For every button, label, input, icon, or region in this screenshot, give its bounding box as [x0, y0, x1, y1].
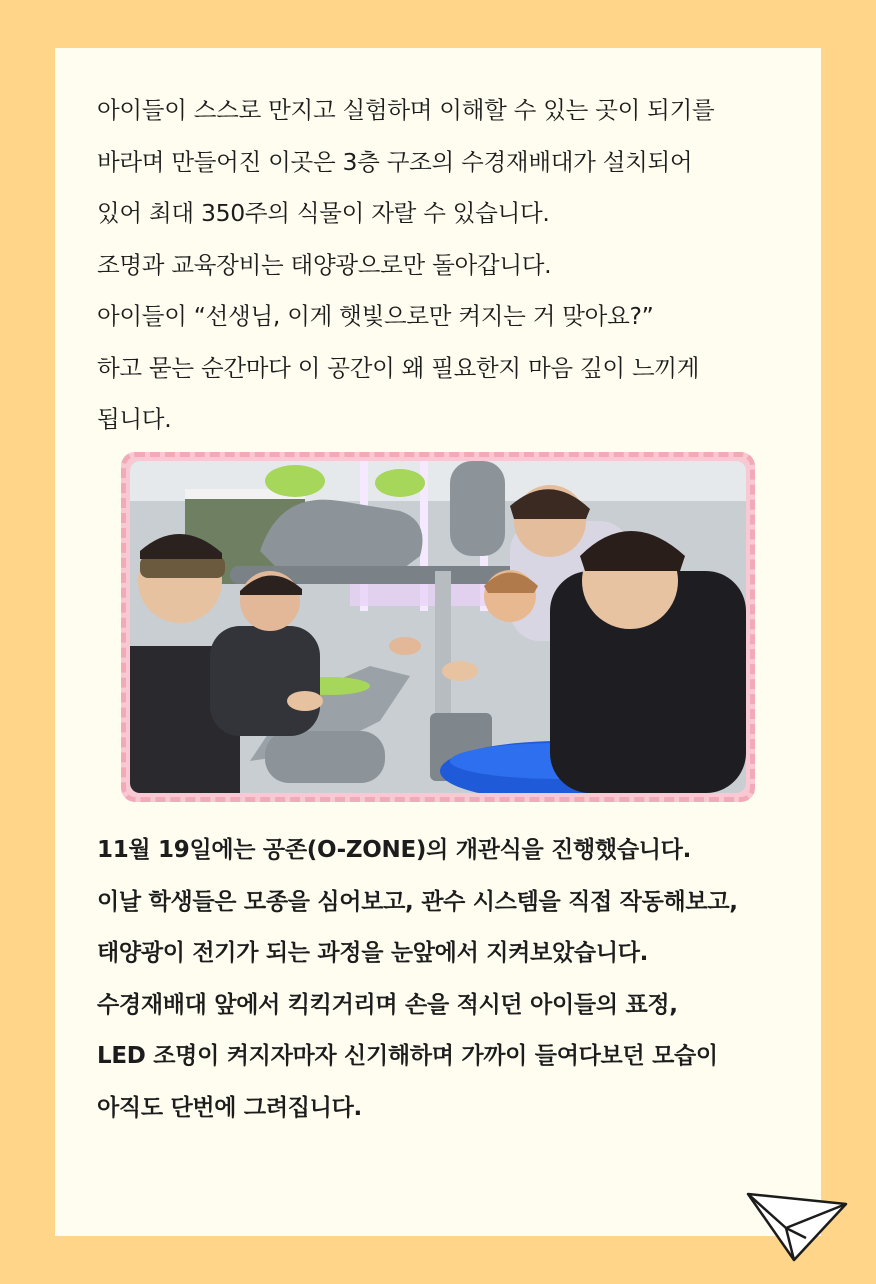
opening-line: 11월 19일에는 공존(O-ZONE)의 개관식을 진행했습니다.: [97, 837, 692, 863]
paper-plane-icon: [746, 1188, 850, 1266]
opening-line: 아직도 단번에 그려집니다.: [97, 1094, 362, 1121]
opening-line: 태양광이 전기가 되는 과정을 눈앞에서 지켜보았습니다.: [97, 940, 649, 966]
intro-line: 하고 묻는 순간마다 이 공간이 왜 필요한지 마음 깊이 느끼게: [97, 353, 700, 382]
photo-frame: [121, 452, 755, 802]
opening-line: 이날 학생들은 모종을 심어보고, 관수 시스템을 직접 작동해보고,: [97, 888, 738, 915]
intro-line: 있어 최대 350주의 식물이 자랄 수 있습니다.: [97, 199, 550, 227]
students-hydroponics-photo: [130, 461, 746, 793]
opening-line: LED 조명이 켜지자마자 신기해하며 가까이 들여다보던 모습이: [97, 1043, 718, 1069]
content-card: [55, 48, 821, 1236]
intro-line: 아이들이 스스로 만지고 실험하며 이해할 수 있는 곳이 되기를: [97, 96, 715, 124]
intro-line: 바라며 만들어진 이곳은 3층 구조의 수경재배대가 설치되어: [97, 147, 693, 176]
intro-line: 됩니다.: [97, 405, 172, 433]
opening-line: 수경재배대 앞에서 킥킥거리며 손을 적시던 아이들의 표정,: [97, 991, 678, 1018]
intro-line: 조명과 교육장비는 태양광으로만 돌아갑니다.: [97, 250, 552, 279]
intro-paragraph: [97, 85, 791, 446]
opening-paragraph: [97, 825, 791, 1134]
intro-line: 아이들이 “선생님, 이게 햇빛으로만 켜지는 거 맞아요?”: [97, 302, 654, 330]
